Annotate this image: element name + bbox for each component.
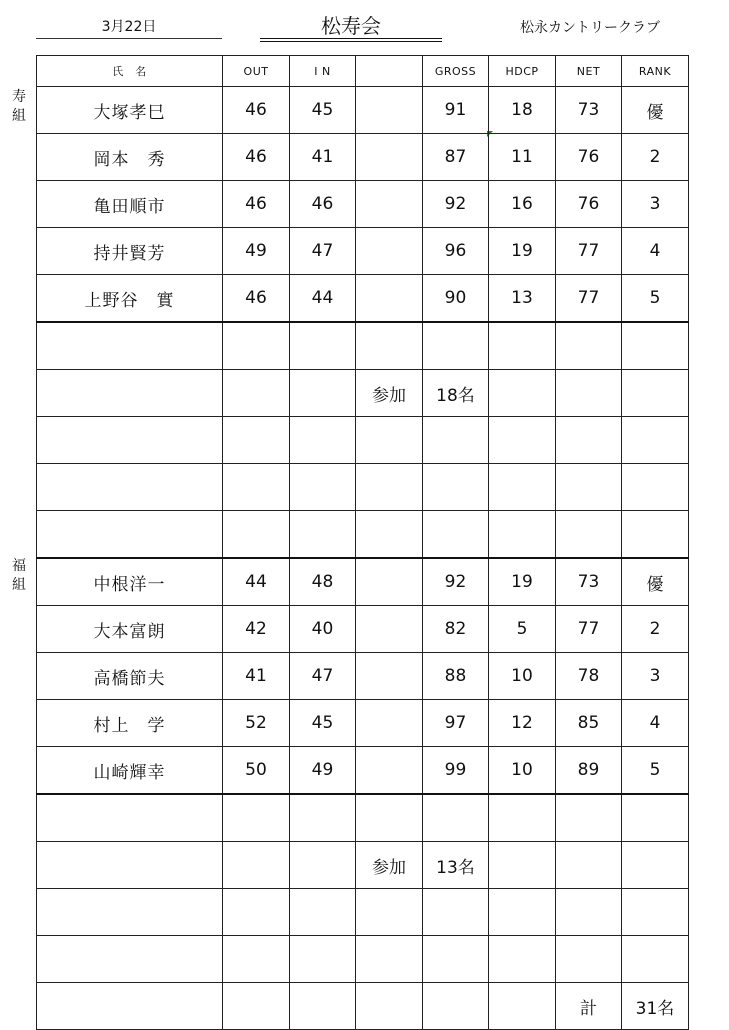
blank-cell xyxy=(622,322,689,370)
blank-cell xyxy=(489,842,556,889)
blank-cell xyxy=(356,936,423,983)
blank-cell xyxy=(622,464,689,511)
player-rank: 2 xyxy=(622,134,689,181)
participation-label: 参加 xyxy=(356,370,423,417)
player-row xyxy=(37,228,689,275)
blank-cell xyxy=(489,794,556,842)
player-out: 46 xyxy=(223,87,290,134)
blank-cell xyxy=(356,889,423,936)
blank-cell xyxy=(223,936,290,983)
group-label-fuku xyxy=(11,557,27,595)
blank-cell xyxy=(223,417,290,464)
blank-cell xyxy=(489,936,556,983)
participation-count: 18名 xyxy=(423,370,489,417)
player-row xyxy=(37,275,689,323)
player-net: 77 xyxy=(556,228,622,275)
blank-cell xyxy=(622,417,689,464)
score-table xyxy=(36,55,689,1030)
blank-cell xyxy=(423,511,489,559)
group-label-kotobuki xyxy=(11,88,27,126)
player-in: 41 xyxy=(290,134,356,181)
player-in: 48 xyxy=(290,558,356,606)
blank-cell xyxy=(290,370,356,417)
player-in: 45 xyxy=(290,87,356,134)
player-in: 40 xyxy=(290,606,356,653)
player-rank: 3 xyxy=(622,653,689,700)
blank-cell xyxy=(622,511,689,559)
blank-cell xyxy=(290,983,356,1030)
player-hdcp: 19 xyxy=(489,228,556,275)
player-hdcp: 13 xyxy=(489,275,556,323)
empty-row xyxy=(37,794,689,842)
player-out: 46 xyxy=(223,181,290,228)
empty-row xyxy=(37,889,689,936)
header-row xyxy=(37,56,689,87)
player-row xyxy=(37,558,689,606)
col-header-out: OUT xyxy=(223,56,290,87)
blank-cell xyxy=(556,322,622,370)
blank-cell xyxy=(37,511,223,559)
blank-cell xyxy=(556,794,622,842)
player-rank: 4 xyxy=(622,700,689,747)
blank-cell xyxy=(622,370,689,417)
blank-cell xyxy=(423,417,489,464)
player-rank: 優 xyxy=(622,87,689,134)
player-in: 49 xyxy=(290,747,356,795)
blank-cell xyxy=(290,842,356,889)
player-row xyxy=(37,181,689,228)
blank-cell xyxy=(556,464,622,511)
blank-cell xyxy=(356,228,423,275)
player-row xyxy=(37,653,689,700)
blank-cell xyxy=(290,889,356,936)
blank-cell xyxy=(423,322,489,370)
player-hdcp: 16 xyxy=(489,181,556,228)
blank-cell xyxy=(356,417,423,464)
player-gross: 92 xyxy=(423,181,489,228)
player-name: 村上 学 xyxy=(37,700,223,747)
blank-cell xyxy=(489,889,556,936)
empty-row xyxy=(37,464,689,511)
player-hdcp: 18 xyxy=(489,87,556,134)
group-label-char: 寿 xyxy=(12,89,26,105)
blank-cell xyxy=(290,794,356,842)
blank-cell xyxy=(356,511,423,559)
blank-cell xyxy=(290,417,356,464)
player-in: 46 xyxy=(290,181,356,228)
empty-row xyxy=(37,417,689,464)
blank-cell xyxy=(356,747,423,795)
blank-cell xyxy=(290,322,356,370)
blank-cell xyxy=(37,794,223,842)
blank-cell xyxy=(489,511,556,559)
blank-cell xyxy=(556,511,622,559)
blank-cell xyxy=(489,464,556,511)
player-row xyxy=(37,747,689,795)
blank-cell xyxy=(37,842,223,889)
blank-cell xyxy=(622,936,689,983)
blank-cell xyxy=(489,983,556,1030)
player-gross: 82 xyxy=(423,606,489,653)
group-label-char: 福 xyxy=(12,558,26,574)
col-header-gross: GROSS xyxy=(423,56,489,87)
blank-cell xyxy=(356,558,423,606)
player-name: 上野谷 實 xyxy=(37,275,223,323)
participation-count: 13名 xyxy=(423,842,489,889)
empty-row xyxy=(37,936,689,983)
blank-cell xyxy=(37,983,223,1030)
blank-cell xyxy=(356,275,423,323)
participation-label: 参加 xyxy=(356,842,423,889)
blank-cell xyxy=(356,794,423,842)
player-row xyxy=(37,700,689,747)
blank-cell xyxy=(37,464,223,511)
player-net: 77 xyxy=(556,275,622,323)
player-net: 77 xyxy=(556,606,622,653)
event-title: 松寿会 xyxy=(260,8,442,42)
player-gross: 99 xyxy=(423,747,489,795)
empty-row xyxy=(37,983,689,1030)
blank-cell xyxy=(356,606,423,653)
player-net: 78 xyxy=(556,653,622,700)
blank-cell xyxy=(223,511,290,559)
player-row xyxy=(37,606,689,653)
blank-cell xyxy=(223,464,290,511)
club-name: 松永カントリークラブ xyxy=(520,20,660,36)
blank-cell xyxy=(556,370,622,417)
blank-cell xyxy=(622,794,689,842)
player-gross: 87 xyxy=(423,134,489,181)
group-label-char: 組 xyxy=(12,577,26,593)
blank-cell xyxy=(356,700,423,747)
blank-cell xyxy=(290,936,356,983)
player-row xyxy=(37,87,689,134)
blank-cell xyxy=(356,322,423,370)
col-header-rank: RANK xyxy=(622,56,689,87)
blank-cell xyxy=(489,370,556,417)
player-out: 52 xyxy=(223,700,290,747)
blank-cell xyxy=(622,842,689,889)
empty-row xyxy=(37,511,689,559)
player-gross: 92 xyxy=(423,558,489,606)
player-rank: 4 xyxy=(622,228,689,275)
col-header-net: NET xyxy=(556,56,622,87)
player-net: 76 xyxy=(556,134,622,181)
player-hdcp: 19 xyxy=(489,558,556,606)
player-in: 44 xyxy=(290,275,356,323)
blank-cell xyxy=(356,653,423,700)
player-hdcp: 10 xyxy=(489,747,556,795)
total-label: 計 xyxy=(556,983,622,1030)
player-net: 85 xyxy=(556,700,622,747)
blank-cell xyxy=(290,464,356,511)
player-hdcp: 5 xyxy=(489,606,556,653)
blank-cell xyxy=(356,134,423,181)
player-rank: 5 xyxy=(622,275,689,323)
player-out: 41 xyxy=(223,653,290,700)
player-out: 49 xyxy=(223,228,290,275)
blank-cell xyxy=(356,464,423,511)
blank-cell xyxy=(423,464,489,511)
empty-row xyxy=(37,842,689,889)
player-name: 山崎輝幸 xyxy=(37,747,223,795)
blank-cell xyxy=(356,87,423,134)
blank-cell xyxy=(622,889,689,936)
player-name: 大本富朗 xyxy=(37,606,223,653)
blank-cell xyxy=(37,370,223,417)
player-in: 47 xyxy=(290,653,356,700)
player-name: 高橋節夫 xyxy=(37,653,223,700)
total-count: 31名 xyxy=(622,983,689,1030)
blank-cell xyxy=(37,889,223,936)
col-header-name: 氏 名 xyxy=(37,56,223,87)
blank-cell xyxy=(556,936,622,983)
col-header-in: I N xyxy=(290,56,356,87)
player-name: 岡本 秀 xyxy=(37,134,223,181)
blank-cell xyxy=(37,936,223,983)
empty-row xyxy=(37,370,689,417)
blank-cell xyxy=(290,511,356,559)
blank-cell xyxy=(223,889,290,936)
player-gross: 91 xyxy=(423,87,489,134)
player-gross: 88 xyxy=(423,653,489,700)
player-name: 大塚孝巳 xyxy=(37,87,223,134)
player-in: 45 xyxy=(290,700,356,747)
player-rank: 3 xyxy=(622,181,689,228)
blank-cell xyxy=(423,794,489,842)
blank-cell xyxy=(556,889,622,936)
player-net: 76 xyxy=(556,181,622,228)
blank-cell xyxy=(423,889,489,936)
player-name: 持井賢芳 xyxy=(37,228,223,275)
col-header-hdcp: HDCP xyxy=(489,56,556,87)
blank-cell xyxy=(37,322,223,370)
player-out: 44 xyxy=(223,558,290,606)
blank-cell xyxy=(356,181,423,228)
event-date: 3月22日 xyxy=(36,10,222,39)
player-in: 47 xyxy=(290,228,356,275)
player-net: 89 xyxy=(556,747,622,795)
blank-cell xyxy=(223,842,290,889)
blank-cell xyxy=(489,322,556,370)
col-header-blank xyxy=(356,56,423,87)
blank-cell xyxy=(223,322,290,370)
player-net: 73 xyxy=(556,87,622,134)
blank-cell xyxy=(37,417,223,464)
blank-cell xyxy=(223,794,290,842)
player-hdcp: 11 xyxy=(489,134,556,181)
blank-cell xyxy=(223,983,290,1030)
player-gross: 90 xyxy=(423,275,489,323)
player-rank: 5 xyxy=(622,747,689,795)
player-out: 46 xyxy=(223,275,290,323)
blank-cell xyxy=(556,417,622,464)
blank-cell xyxy=(423,936,489,983)
blank-cell xyxy=(423,983,489,1030)
player-out: 42 xyxy=(223,606,290,653)
player-rank: 優 xyxy=(622,558,689,606)
player-hdcp: 10 xyxy=(489,653,556,700)
player-name: 中根洋一 xyxy=(37,558,223,606)
player-gross: 96 xyxy=(423,228,489,275)
player-out: 46 xyxy=(223,134,290,181)
blank-cell xyxy=(489,417,556,464)
player-hdcp: 12 xyxy=(489,700,556,747)
blank-cell xyxy=(556,842,622,889)
player-gross: 97 xyxy=(423,700,489,747)
player-net: 73 xyxy=(556,558,622,606)
blank-cell xyxy=(356,983,423,1030)
blank-cell xyxy=(223,370,290,417)
group-label-char: 組 xyxy=(12,108,26,124)
empty-row xyxy=(37,322,689,370)
player-row xyxy=(37,134,689,181)
player-out: 50 xyxy=(223,747,290,795)
player-name: 亀田順市 xyxy=(37,181,223,228)
player-rank: 2 xyxy=(622,606,689,653)
